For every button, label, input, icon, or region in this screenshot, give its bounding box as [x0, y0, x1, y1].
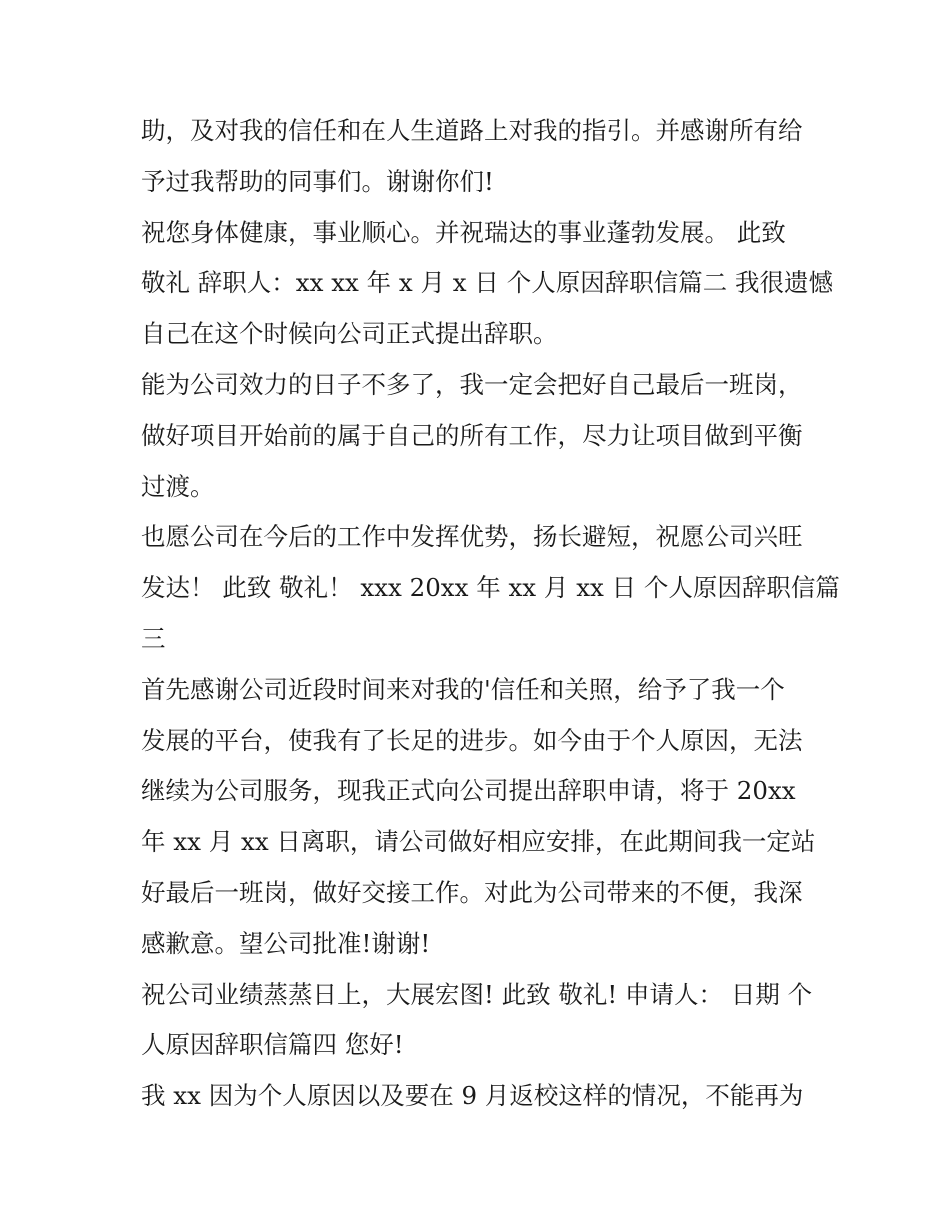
text-line: 好最后一班岗，做好交接工作。对此为公司带来的不便，我深 — [141, 877, 803, 907]
text-line: 人原因辞职信篇四 您好! — [141, 1030, 404, 1060]
text-line: 发展的平台，使我有了长足的进步。如今由于个人原因，无法 — [141, 725, 803, 755]
text-line: 助，及对我的信任和在人生道路上对我的指引。并感谢所有给 — [141, 116, 803, 145]
text-line: 祝您身体健康，事业顺心。并祝瑞达的事业蓬勃发展。 此致 — [141, 217, 786, 247]
text-line: 敬礼 辞职人：xx xx 年 x 月 x 日 个人原因辞职信篇二 我很遗憾 — [141, 268, 833, 298]
text-line: 感歉意。望公司批准!谢谢! — [141, 928, 431, 958]
text-line: 祝公司业绩蒸蒸日上，大展宏图! 此致 敬礼! 申请人： 日期 个 — [141, 979, 813, 1009]
text-line: 发达！ 此致 敬礼！ xxx 20xx 年 xx 月 xx 日 个人原因辞职信篇 — [141, 573, 840, 603]
text-line: 予过我帮助的同事们。谢谢你们! — [141, 166, 494, 196]
document-body — [141, 106, 840, 1122]
text-line: 三 — [141, 623, 166, 653]
text-line: 过渡。 — [141, 471, 215, 501]
text-line: 继续为公司服务，现我正式向公司提出辞职申请，将于 20xx — [141, 776, 796, 806]
text-line: 也愿公司在今后的工作中发挥优势，扬长避短，祝愿公司兴旺 — [141, 522, 803, 552]
text-line: 首先感谢公司近段时间来对我的'信任和关照，给予了我一个 — [141, 674, 785, 704]
text-line: 做好项目开始前的属于自己的所有工作，尽力让项目做到平衡 — [141, 420, 803, 450]
text-line: 能为公司效力的日子不多了，我一定会把好自己最后一班岗， — [141, 369, 803, 399]
text-line: 自己在这个时候向公司正式提出辞职。 — [141, 319, 558, 349]
text-line: 我 xx 因为个人原因以及要在 9 月返校这样的情况，不能再为 — [141, 1081, 804, 1111]
text-line: 年 xx 月 xx 日离职，请公司做好相应安排，在此期间我一定站 — [141, 827, 816, 857]
